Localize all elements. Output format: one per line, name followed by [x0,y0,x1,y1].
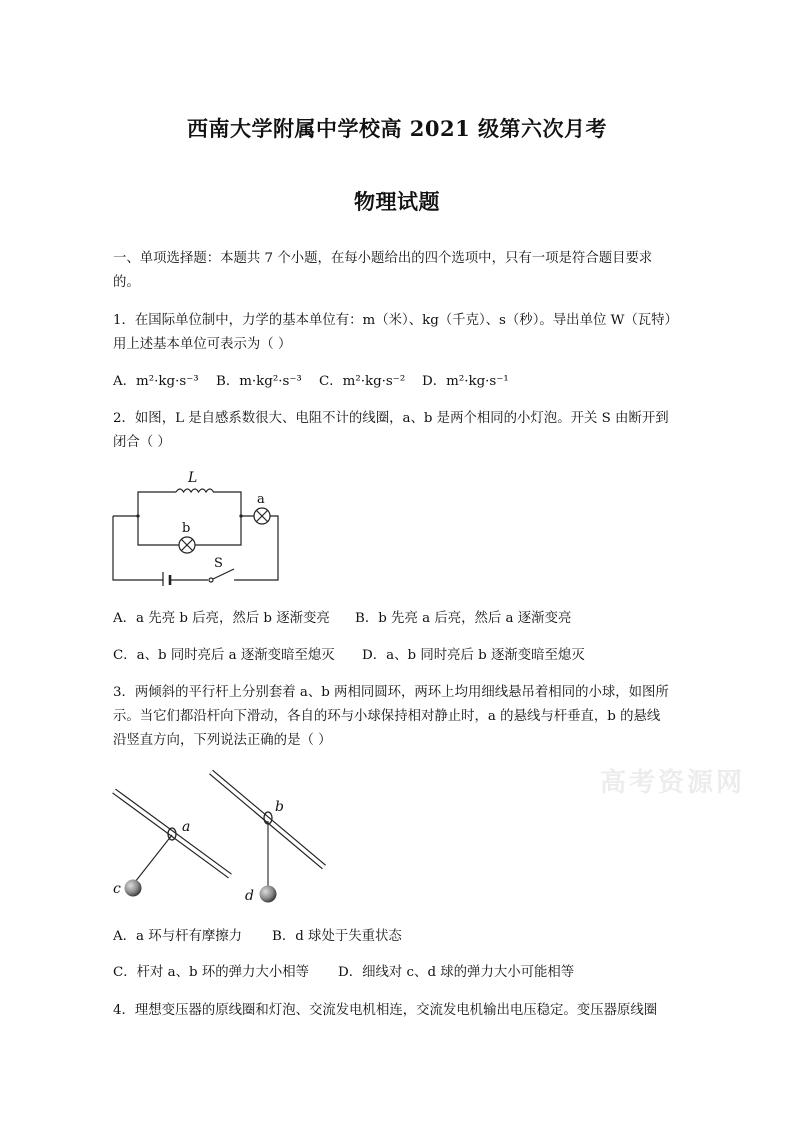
question-1-option-d: D．m²·kg·s⁻¹ [422,374,509,389]
question-3-options-row-2 [113,964,593,984]
battery [163,572,170,586]
question-3-options-row-1 [113,928,593,948]
question-2-option-b: B．b 先亮 a 后亮，然后 a 逐渐变亮 [355,611,572,626]
label-l: L [188,470,198,486]
question-3-option-b: B．d 球处于失重状态 [272,929,402,944]
question-1-option-b: B．m·kg²·s⁻³ [216,374,302,389]
question-4-line-1: 4．理想变压器的原线圈和灯泡、交流发电机相连，交流发电机输出电压稳定。变压器原线圈 [113,1003,658,1018]
question-1-options [113,373,533,393]
ball-c [125,880,142,897]
page-subtitle: 物理试题 [354,189,440,214]
rod-1 [114,791,230,876]
question-2-option-c: C．a、b 同时亮后 a 逐渐变暗至熄灭 [113,648,335,663]
label-d: d [245,888,254,904]
question-2-option-a: A．a 先亮 b 后亮，然后 b 逐渐变亮 [113,611,330,626]
question-3-option-d: D．细线对 c、d 球的弹力大小可能相等 [338,965,575,980]
label-c: c [113,881,121,897]
label-s: S [214,556,223,571]
label-b: b [275,799,284,815]
label-a: a [257,492,265,507]
inclined-rods-diagram [108,765,338,910]
question-1-line-2: 用上述基本单位可表示为（ ） [113,337,292,352]
section-heading-line-2: 的。 [113,275,140,290]
question-2-options-row-2 [113,647,593,667]
page-title: 西南大学附属中学校高 2021 级第六次月考 [186,116,608,141]
bulb-b [179,537,195,553]
question-3-line-1: 3．两倾斜的平行杆上分别套着 a、b 两相同圆环，两环上均用细线悬吊着相同的小球，如图所 [113,685,669,700]
ball-d [260,886,277,903]
question-1-option-a: A．m²·kg·s⁻³ [113,374,199,389]
label-a: a [182,819,191,835]
question-2-line-2: 闭合（ ） [113,435,171,450]
watermark: 高考资源网 [600,768,746,798]
question-1-line-1: 1．在国际单位制中，力学的基本单位有：m（米）、kg（千克）、s（秒）。导出单位 W（瓦特） [113,313,678,328]
question-2-option-d: D．a、b 同时亮后 b 逐渐变暗至熄灭 [362,648,585,663]
bulb-a [254,508,270,524]
question-1-option-c: C．m²·kg·s⁻² [319,374,406,389]
circuit-diagram [108,466,288,586]
question-3-line-2: 示。当它们都沿杆向下滑动，各自的环与小球保持相对静止时，a 的悬线与杆垂直，b 的悬线 [113,709,661,724]
label-b: b [182,521,191,536]
question-3-line-3: 沿竖直方向，下列说法正确的是（ ） [113,733,332,748]
section-heading-line-1: 一、单项选择题：本题共 7 个小题，在每小题给出的四个选项中，只有一项是符合题目要求 [113,251,653,266]
question-2-options-row-1 [113,610,593,630]
question-3-option-c: C．杆对 a、b 环的弹力大小相等 [113,965,310,980]
question-2-line-1: 2．如图，L 是自感系数很大、电阻不计的线圈，a、b 是两个相同的小灯泡。开关 S 由断开到 [113,411,669,426]
question-3-option-a: A．a 环与杆有摩擦力 [113,929,243,944]
